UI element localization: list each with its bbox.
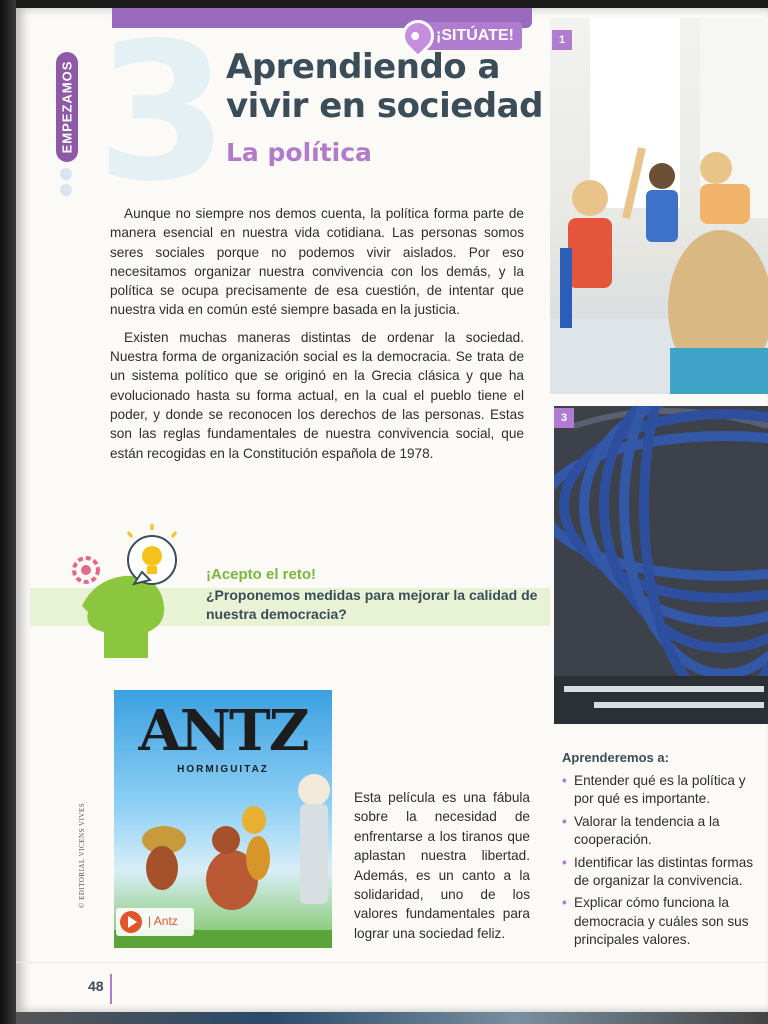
play-label: | Antz	[148, 914, 178, 928]
photo-badge: 3	[554, 408, 574, 428]
page-subtitle: La política	[226, 138, 372, 167]
learning-goals-title: Aprenderemos a:	[562, 750, 669, 765]
decorative-dots	[60, 168, 72, 200]
page-number: 48	[88, 978, 104, 994]
page-title: Aprendiendo a vivir en sociedad	[226, 47, 543, 127]
parliament-hemicycle-illustration	[554, 406, 768, 724]
head-lightbulb-icon	[64, 520, 194, 660]
film-description: Esta película es una fábula sobre la necesidad de enfrentarse a los tiranos que aplastan nuestra libertad. Además, es un canto a la solidaridad, uno de los valores fundamentales para lograr una sociedad feliz.	[354, 790, 530, 941]
textbook-page	[16, 8, 768, 1012]
list-item: • Explicar cómo funciona la democracia y cuáles son sus principales valores.	[562, 894, 768, 949]
footer-divider	[16, 962, 768, 963]
situate-badge	[408, 22, 522, 50]
parliament-photo	[554, 406, 768, 724]
challenge-title: ¡Acepto el reto!	[206, 566, 317, 583]
poster-title: ANTZ	[138, 698, 308, 764]
page-number-bar	[110, 974, 112, 1004]
unit-number: 3	[96, 8, 229, 223]
next-page-edge	[16, 1012, 768, 1024]
paragraph: Aunque no siempre nos demos cuenta, la política forma parte de manera esencial en nuestra vida cotidiana. Las personas somos seres sociales porque no podemos vivir aislados. Por eso necesitamos organizar nuestra convivencia con los demás, y la política se ocupa precisamente de esa cuestión, de intentar que nuestra vida en común esté siempre basada en la justicia.	[110, 206, 524, 318]
poster-subtitle: HORMIGUITAZ	[177, 764, 269, 775]
publisher-credit: © EDITORIAL VICENS VIVES	[78, 802, 86, 908]
classroom-illustration	[550, 18, 768, 394]
play-video-button[interactable]	[116, 908, 194, 936]
list-item: • Entender qué es la política y por qué es importante.	[562, 772, 768, 809]
intro-text	[110, 204, 524, 471]
situate-label: ¡SITÚATE!	[436, 27, 514, 44]
classroom-photo	[550, 18, 768, 394]
play-icon	[120, 911, 142, 933]
film-poster	[114, 690, 332, 948]
section-tab-label: EMPEZAMOS	[59, 60, 75, 154]
list-item: • Valorar la tendencia a la cooperación.	[562, 813, 768, 850]
learning-goals-list	[562, 772, 768, 954]
paragraph: Existen muchas maneras distintas de ordenar la sociedad. Nuestra forma de organización social es la democracia. Se trata de un sistema político que se originó en la Grecia clásica y que ha evolucionado hasta su forma actual, en la cual el pueblo tiene el poder, y donde se reconocen los derechos de las personas. Estas son las reglas fundamentales de nuestra convivencia social, que están recogidas en la Constitución española de 1978.	[110, 329, 524, 461]
book-spine	[0, 0, 16, 1024]
section-tab	[56, 52, 78, 162]
photo-badge: 1	[552, 30, 572, 50]
list-item: • Identificar las distintas formas de organizar la convivencia.	[562, 854, 768, 891]
challenge-question: ¿Proponemos medidas para mejorar la calidad de nuestra democracia?	[206, 587, 538, 622]
